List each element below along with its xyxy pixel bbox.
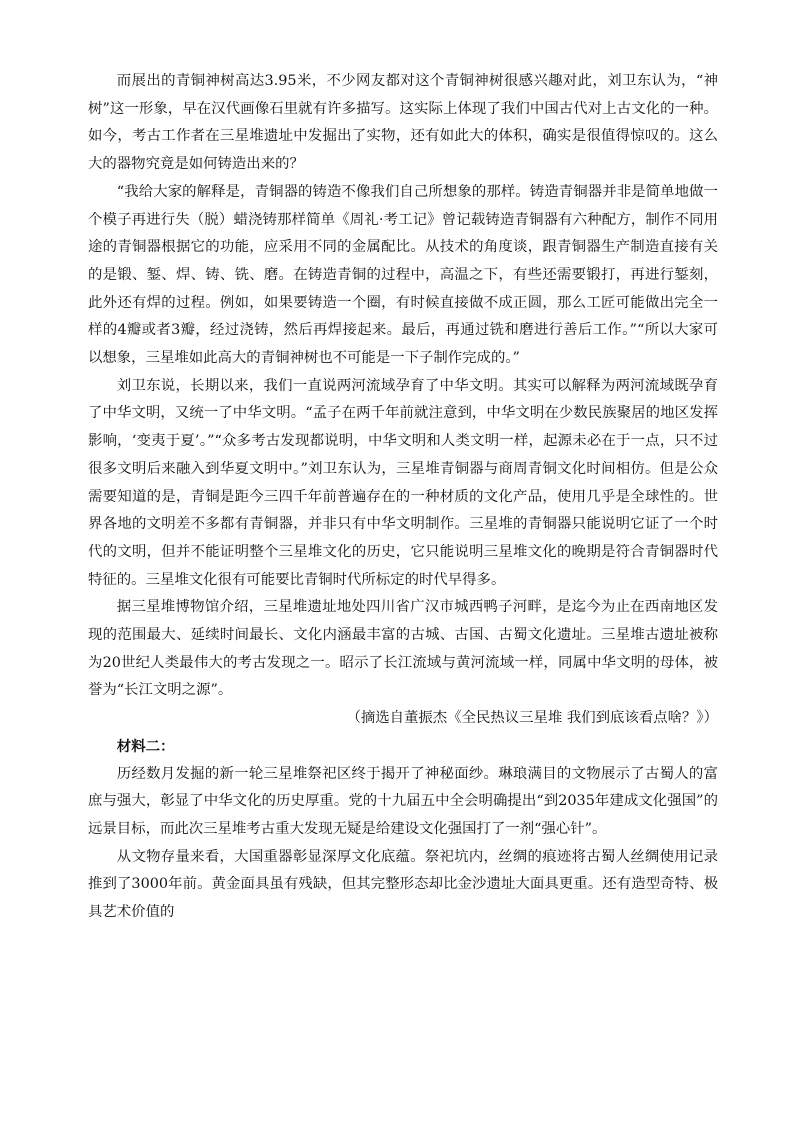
paragraph-civilization: 刘卫东说，长期以来，我们一直说两河流域孕育了中华文明。其实可以解释为两河流域既孕育了中华文明，又统一了中华文明。“孟子在两千年前就注意到，中华文明在少数民族聚居的地区发挥影响，‘变夷于夏’。”“众多考古发现都说明，中华文明和人类文明一样，起源未必在于一点，只不过很多文明后来融入到华夏文明中。”刘卫东认为，三星堆青铜器与商周青铜文化时间相仿。但是公众需要知道的是，青铜是距今三四千年前普遍存在的一种材质的文化产品，使用几乎是全球性的。世界各地的文明差不多都有青铜器，并非只有中华文明制作。三星堆的青铜器只能说明它证了一个时代的文明，但并不能证明整个三星堆文化的历史，它只能说明三星堆文化的晚期是符合青铜器时代特征的。三星堆文化很有可能要比青铜时代所标定的时代早得多。 (88, 377, 718, 588)
paragraph-sacred-tree: 而展出的青铜神树高达3.95米，不少网友都对这个青铜神树很感兴趣对此，刘卫东认为，“神树”这一形象，早在汉代画像石里就有许多描写。这实际上体现了我们中国古代对上古文化的一种。如今，考古工作者在三星堆遗址中发掘出了实物，还有如此大的体积，确实是很值得惊叹的。这么大的器物究竟是如何铸造出来的？ (88, 73, 718, 173)
material-2-heading: 材料二： (116, 737, 175, 755)
paragraph-bronze-casting: “我给大家的解释是，青铜器的铸造不像我们自己所想象的那样。铸造青铜器并非是简单地做一个模子再进行失（脱）蜡浇铸那样简单《周礼·考工记》曾记载铸造青铜器有六种配方，制作不同用途的青铜器根据它的功能，应采用不同的金属配比。从技术的角度谈，跟青铜器生产制造直接有关的是锻、錾、焊、铸、铣、磨。在铸造青铜的过程中，高温之下，有些还需要锻打，再进行錾刻，此外还有焊的过程。例如，如果要铸造一个圈，有时候直接做不成正圆，那么工匠可能做出完全一样的4瓣或者3瓣，经过浇铸，然后再焊接起来。最后，再通过铣和磨进行善后工作。”“所以大家可以想象，三星堆如此高大的青铜神树也不可能是一下子制作完成的。” (88, 183, 718, 367)
document-page (88, 68, 718, 927)
paragraph-museum-intro: 据三星堆博物馆介绍，三星堆遗址地处四川省广汉市城西鸭子河畔，是迄今为止在西南地区发现的范围最大、延续时间最长、文化内涵最丰富的古城、古国、古蜀文化遗址。三星堆古遗址被称为20世纪人类最伟大的考古发现之一。昭示了长江流域与黄河流域一样，同属中华文明的母体，被誉为“长江文明之源”。 (88, 599, 718, 699)
source-citation: （摘选自董振杰《全民热议三星堆 我们到底该看点啥？》） (346, 710, 718, 727)
paragraph-relics: 从文物存量来看，大国重器彰显深厚文化底蕴。祭祀坑内，丝绸的痕迹将古蜀人丝绸使用记录推到了3000年前。黄金面具虽有残缺，但其完整形态却比金沙遗址大面具更重。还有造型奇特、极具艺术价值的 (88, 848, 718, 921)
paragraph-excavation: 历经数月发掘的新一轮三星堆祭祀区终于揭开了神秘面纱。琳琅满目的文物展示了古蜀人的富庶与强大，彰显了中华文化的历史厚重。党的十九届五中全会明确提出“到2035年建成文化强国”的远景目标，而此次三星堆考古重大发现无疑是给建设文化强国打了一剂“强心针”。 (88, 765, 718, 837)
